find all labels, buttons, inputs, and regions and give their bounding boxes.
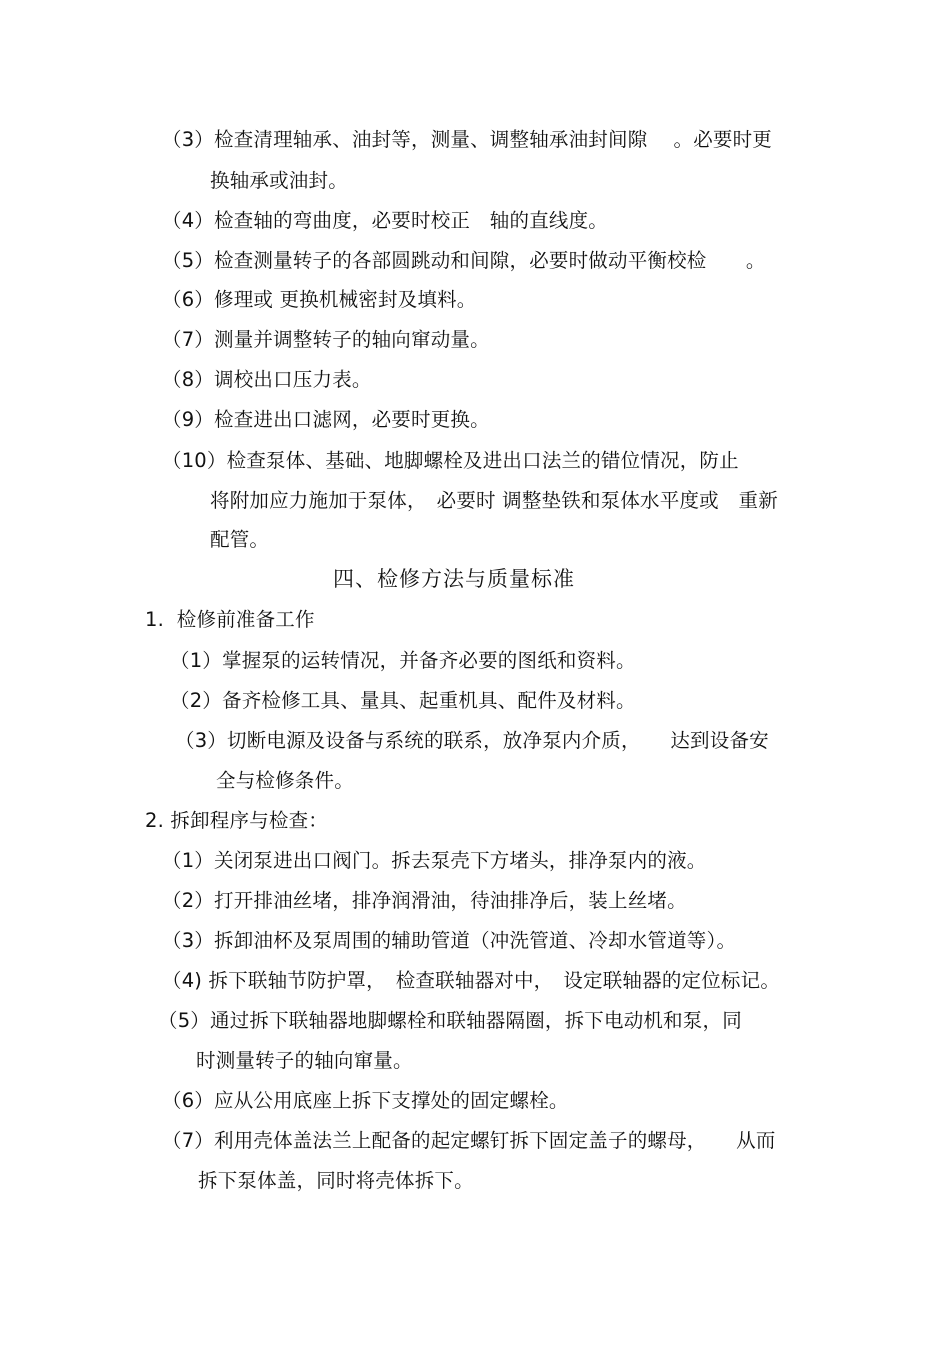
text-line: （5）通过拆下联轴器地脚螺栓和联轴器隔圈，拆下电动机和泵，同 [158, 1009, 742, 1032]
text-line: （2）打开排油丝堵，排净润滑油，待油排净后，装上丝堵。 [162, 889, 687, 912]
text-line: 配管。 [210, 528, 270, 551]
text-line: （6）修理或 更换机械密封及填料。 [162, 288, 477, 311]
text-line: （6）应从公用底座上拆下支撑处的固定螺栓。 [162, 1089, 569, 1112]
text-line: （5）检查测量转子的各部圆跳动和间隙，必要时做动平衡校检 。 [162, 249, 766, 272]
text-line: （3）检查清理轴承、油封等，测量、调整轴承油封间隙 。必要时更 [162, 128, 773, 151]
text-line: 拆下泵体盖，同时将壳体拆下。 [198, 1169, 474, 1192]
text-line: （10）检查泵体、基础、地脚螺栓及进出口法兰的错位情况，防止 [162, 449, 739, 472]
text-line: （2）备齐检修工具、量具、起重机具、配件及材料。 [170, 689, 636, 712]
text-line: （8）调校出口压力表。 [162, 368, 372, 391]
text-line: （1）掌握泵的运转情况，并备齐必要的图纸和资料。 [170, 649, 636, 672]
text-line: 时测量转子的轴向窜量。 [196, 1049, 413, 1072]
section-heading: 四、检修方法与质量标准 [333, 567, 575, 591]
text-line: （7）测量并调整转子的轴向窜动量。 [162, 328, 490, 351]
text-line: （1）关闭泵进出口阀门。拆去泵壳下方堵头，排净泵内的液。 [162, 849, 707, 872]
text-line: （9）检查进出口滤网，必要时更换。 [162, 408, 490, 431]
text-line: 全与检修条件。 [216, 769, 354, 792]
subsection-heading: 2. 拆卸程序与检查： [145, 809, 329, 832]
text-line: 换轴承或油封。 [210, 169, 348, 192]
text-line: （7）利用壳体盖法兰上配备的起定螺钉拆下固定盖子的螺母， 从而 [162, 1129, 776, 1152]
text-line: 将附加应力施加于泵体， 必要时 调整垫铁和泵体水平度或 重新 [210, 489, 778, 512]
text-line: （3）拆卸油杯及泵周围的辅助管道（冲洗管道、冷却水管道等）。 [162, 929, 737, 952]
subsection-heading: 1. 检修前准备工作 [145, 608, 315, 631]
text-line: （3）切断电源及设备与系统的联系，放净泵内介质， 达到设备安 [175, 729, 769, 752]
text-line: （4）检查轴的弯曲度，必要时校正 轴的直线度。 [162, 209, 609, 232]
text-line: （4) 拆下联轴节防护罩， 检查联轴器对中， 设定联轴器的定位标记。 [162, 969, 781, 992]
